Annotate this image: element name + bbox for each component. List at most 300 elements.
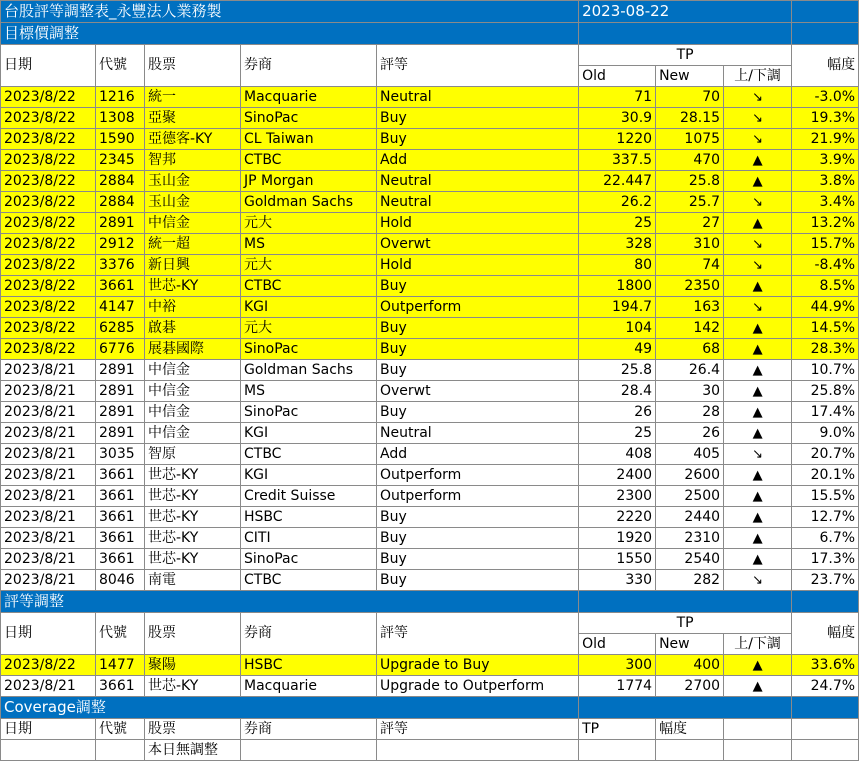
table-row <box>1 549 859 570</box>
cell-broker: CITI <box>241 528 377 549</box>
section-blank-cell <box>792 591 859 613</box>
cell-stock: 玉山金 <box>145 192 241 213</box>
cell-broker: HSBC <box>241 507 377 528</box>
cell-change: 17.3% <box>792 549 859 570</box>
table-row <box>1 444 859 465</box>
cell-broker: Macquarie <box>241 87 377 108</box>
table-row <box>1 507 859 528</box>
down-arrow-icon: ↘ <box>724 255 792 276</box>
header-direction: 上/下調 <box>724 66 792 87</box>
cell-tp-new: 26 <box>656 423 724 444</box>
blank-cell <box>792 740 859 761</box>
cell-rating: Neutral <box>377 87 579 108</box>
header-change: 幅度 <box>792 45 859 87</box>
up-arrow-icon: ▲ <box>724 507 792 528</box>
cell-tp-new: 400 <box>656 655 724 676</box>
cell-code: 2884 <box>96 171 145 192</box>
cell-date: 2023/8/22 <box>1 171 96 192</box>
cell-rating: Buy <box>377 129 579 150</box>
cell-stock: 南電 <box>145 570 241 591</box>
cell-stock: 世芯-KY <box>145 549 241 570</box>
header-code: 代號 <box>96 45 145 87</box>
header-tp: TP <box>579 45 792 66</box>
header-rating: 評等 <box>377 45 579 87</box>
up-arrow-icon: ▲ <box>724 465 792 486</box>
table-row <box>1 108 859 129</box>
no-adjustment-note: 本日無調整 <box>145 740 241 761</box>
cell-change: 20.7% <box>792 444 859 465</box>
header-stock: 股票 <box>145 613 241 655</box>
table-row <box>1 402 859 423</box>
cell-broker: CTBC <box>241 444 377 465</box>
cell-change: 20.1% <box>792 465 859 486</box>
cell-broker: MS <box>241 381 377 402</box>
table-row <box>1 171 859 192</box>
cell-code: 1308 <box>96 108 145 129</box>
cell-date: 2023/8/22 <box>1 339 96 360</box>
cell-broker: CL Taiwan <box>241 129 377 150</box>
rating-section-row <box>1 591 859 613</box>
section-blank-cell <box>579 591 792 613</box>
section-title: Coverage調整 <box>1 697 579 719</box>
cell-rating: Overwt <box>377 234 579 255</box>
table-row <box>1 213 859 234</box>
cell-change: 15.7% <box>792 234 859 255</box>
rating-header-row-1 <box>1 613 859 634</box>
cell-date: 2023/8/22 <box>1 150 96 171</box>
cell-tp-new: 405 <box>656 444 724 465</box>
cell-code: 8046 <box>96 570 145 591</box>
cell-code: 4147 <box>96 297 145 318</box>
cell-stock: 世芯-KY <box>145 486 241 507</box>
cell-broker: 元大 <box>241 255 377 276</box>
cell-stock: 聚陽 <box>145 655 241 676</box>
cell-code: 2891 <box>96 423 145 444</box>
cell-change: -3.0% <box>792 87 859 108</box>
cell-change: 3.8% <box>792 171 859 192</box>
cell-tp-old: 1220 <box>579 129 656 150</box>
blank-cell <box>241 740 377 761</box>
coverage-note-row <box>1 740 859 761</box>
cell-broker: KGI <box>241 423 377 444</box>
cell-code: 3376 <box>96 255 145 276</box>
cell-stock: 展碁國際 <box>145 339 241 360</box>
cell-tp-old: 337.5 <box>579 150 656 171</box>
cell-code: 2891 <box>96 213 145 234</box>
cell-date: 2023/8/21 <box>1 465 96 486</box>
title-blank-cell <box>792 1 859 23</box>
section-title: 目標價調整 <box>1 23 579 45</box>
up-arrow-icon: ▲ <box>724 676 792 697</box>
cell-rating: Buy <box>377 507 579 528</box>
coverage-section-row <box>1 697 859 719</box>
cell-change: 23.7% <box>792 570 859 591</box>
header-change: 幅度 <box>656 719 724 740</box>
blank-cell <box>792 719 859 740</box>
cell-code: 3661 <box>96 465 145 486</box>
cell-change: 21.9% <box>792 129 859 150</box>
cell-change: 6.7% <box>792 528 859 549</box>
cell-code: 1216 <box>96 87 145 108</box>
cell-tp-new: 2440 <box>656 507 724 528</box>
cell-stock: 新日興 <box>145 255 241 276</box>
down-arrow-icon: ↘ <box>724 570 792 591</box>
cell-code: 2912 <box>96 234 145 255</box>
cell-rating: Add <box>377 150 579 171</box>
table-row <box>1 423 859 444</box>
cell-date: 2023/8/22 <box>1 655 96 676</box>
cell-tp-new: 27 <box>656 213 724 234</box>
cell-change: 28.3% <box>792 339 859 360</box>
header-old: Old <box>579 634 656 655</box>
cell-date: 2023/8/21 <box>1 402 96 423</box>
header-broker: 券商 <box>241 719 377 740</box>
cell-tp-old: 1774 <box>579 676 656 697</box>
table-row <box>1 465 859 486</box>
up-arrow-icon: ▲ <box>724 150 792 171</box>
cell-code: 3661 <box>96 486 145 507</box>
cell-tp-new: 30 <box>656 381 724 402</box>
table-row <box>1 655 859 676</box>
cell-tp-old: 26 <box>579 402 656 423</box>
cell-change: 17.4% <box>792 402 859 423</box>
cell-date: 2023/8/22 <box>1 108 96 129</box>
cell-tp-new: 282 <box>656 570 724 591</box>
cell-tp-old: 25 <box>579 423 656 444</box>
header-date: 日期 <box>1 613 96 655</box>
cell-broker: Credit Suisse <box>241 486 377 507</box>
cell-code: 3661 <box>96 507 145 528</box>
header-date: 日期 <box>1 719 96 740</box>
cell-broker: SinoPac <box>241 549 377 570</box>
cell-tp-new: 2350 <box>656 276 724 297</box>
cell-rating: Buy <box>377 528 579 549</box>
cell-date: 2023/8/22 <box>1 255 96 276</box>
section-blank-cell <box>579 697 792 719</box>
cell-rating: Buy <box>377 402 579 423</box>
section-blank-cell <box>579 23 792 45</box>
cell-date: 2023/8/22 <box>1 318 96 339</box>
cell-rating: Buy <box>377 108 579 129</box>
cell-tp-new: 142 <box>656 318 724 339</box>
cell-tp-new: 28 <box>656 402 724 423</box>
down-arrow-icon: ↘ <box>724 192 792 213</box>
header-code: 代號 <box>96 719 145 740</box>
table-row <box>1 150 859 171</box>
cell-code: 2891 <box>96 402 145 423</box>
cell-tp-old: 330 <box>579 570 656 591</box>
cell-rating: Hold <box>377 213 579 234</box>
cell-rating: Buy <box>377 549 579 570</box>
cell-change: 12.7% <box>792 507 859 528</box>
cell-broker: SinoPac <box>241 339 377 360</box>
section-blank-cell <box>792 23 859 45</box>
cell-code: 2891 <box>96 360 145 381</box>
cell-code: 1477 <box>96 655 145 676</box>
table-row <box>1 339 859 360</box>
cell-stock: 中裕 <box>145 297 241 318</box>
table-row <box>1 528 859 549</box>
up-arrow-icon: ▲ <box>724 381 792 402</box>
cell-rating: Hold <box>377 255 579 276</box>
cell-rating: Buy <box>377 276 579 297</box>
cell-stock: 中信金 <box>145 423 241 444</box>
header-stock: 股票 <box>145 45 241 87</box>
down-arrow-icon: ↘ <box>724 297 792 318</box>
cell-date: 2023/8/21 <box>1 570 96 591</box>
cell-change: 3.4% <box>792 192 859 213</box>
report-title: 台股評等調整表_永豐法人業務製 <box>1 1 579 23</box>
cell-broker: MS <box>241 234 377 255</box>
cell-stock: 玉山金 <box>145 171 241 192</box>
header-stock: 股票 <box>145 719 241 740</box>
blank-cell <box>724 740 792 761</box>
header-change: 幅度 <box>792 613 859 655</box>
cell-tp-new: 1075 <box>656 129 724 150</box>
header-old: Old <box>579 66 656 87</box>
cell-change: 44.9% <box>792 297 859 318</box>
cell-tp-old: 104 <box>579 318 656 339</box>
cell-broker: CTBC <box>241 150 377 171</box>
cell-code: 2345 <box>96 150 145 171</box>
cell-rating: Overwt <box>377 381 579 402</box>
down-arrow-icon: ↘ <box>724 87 792 108</box>
cell-date: 2023/8/21 <box>1 549 96 570</box>
cell-change: 3.9% <box>792 150 859 171</box>
table-row <box>1 360 859 381</box>
blank-cell <box>724 719 792 740</box>
cell-broker: HSBC <box>241 655 377 676</box>
cell-code: 3661 <box>96 276 145 297</box>
cell-stock: 中信金 <box>145 360 241 381</box>
table-row <box>1 381 859 402</box>
cell-tp-old: 408 <box>579 444 656 465</box>
cell-tp-old: 2400 <box>579 465 656 486</box>
cell-broker: SinoPac <box>241 108 377 129</box>
cell-rating: Neutral <box>377 192 579 213</box>
cell-tp-old: 80 <box>579 255 656 276</box>
blank-cell <box>96 740 145 761</box>
up-arrow-icon: ▲ <box>724 528 792 549</box>
cell-date: 2023/8/21 <box>1 360 96 381</box>
cell-rating: Upgrade to Buy <box>377 655 579 676</box>
cell-stock: 世芯-KY <box>145 676 241 697</box>
cell-tp-new: 2500 <box>656 486 724 507</box>
up-arrow-icon: ▲ <box>724 486 792 507</box>
cell-date: 2023/8/21 <box>1 676 96 697</box>
cell-rating: Outperform <box>377 465 579 486</box>
cell-change: -8.4% <box>792 255 859 276</box>
cell-stock: 世芯-KY <box>145 465 241 486</box>
down-arrow-icon: ↘ <box>724 234 792 255</box>
cell-change: 13.2% <box>792 213 859 234</box>
cell-rating: Neutral <box>377 423 579 444</box>
cell-rating: Add <box>377 444 579 465</box>
cell-tp-old: 328 <box>579 234 656 255</box>
cell-broker: Goldman Sachs <box>241 192 377 213</box>
cell-change: 19.3% <box>792 108 859 129</box>
cell-tp-new: 26.4 <box>656 360 724 381</box>
blank-cell <box>1 740 96 761</box>
cell-rating: Outperform <box>377 486 579 507</box>
cell-broker: SinoPac <box>241 402 377 423</box>
cell-date: 2023/8/21 <box>1 444 96 465</box>
cell-change: 24.7% <box>792 676 859 697</box>
table-row <box>1 297 859 318</box>
cell-tp-new: 310 <box>656 234 724 255</box>
cell-date: 2023/8/22 <box>1 87 96 108</box>
header-rating: 評等 <box>377 613 579 655</box>
cell-tp-new: 74 <box>656 255 724 276</box>
up-arrow-icon: ▲ <box>724 549 792 570</box>
cell-stock: 世芯-KY <box>145 276 241 297</box>
cell-tp-new: 163 <box>656 297 724 318</box>
cell-stock: 中信金 <box>145 213 241 234</box>
cell-change: 8.5% <box>792 276 859 297</box>
cell-tp-old: 71 <box>579 87 656 108</box>
cell-tp-old: 49 <box>579 339 656 360</box>
cell-code: 2884 <box>96 192 145 213</box>
cell-broker: CTBC <box>241 276 377 297</box>
cell-code: 3661 <box>96 528 145 549</box>
cell-tp-old: 26.2 <box>579 192 656 213</box>
table-row <box>1 192 859 213</box>
cell-stock: 世芯-KY <box>145 528 241 549</box>
cell-tp-old: 25 <box>579 213 656 234</box>
up-arrow-icon: ▲ <box>724 276 792 297</box>
header-date: 日期 <box>1 45 96 87</box>
up-arrow-icon: ▲ <box>724 360 792 381</box>
cell-change: 25.8% <box>792 381 859 402</box>
up-arrow-icon: ▲ <box>724 171 792 192</box>
table-row <box>1 234 859 255</box>
cell-tp-old: 194.7 <box>579 297 656 318</box>
header-tp: TP <box>579 613 792 634</box>
cell-broker: 元大 <box>241 318 377 339</box>
cell-stock: 亞德客-KY <box>145 129 241 150</box>
header-rating: 評等 <box>377 719 579 740</box>
header-broker: 券商 <box>241 613 377 655</box>
cell-tp-new: 28.15 <box>656 108 724 129</box>
cell-tp-old: 25.8 <box>579 360 656 381</box>
up-arrow-icon: ▲ <box>724 655 792 676</box>
cell-broker: KGI <box>241 297 377 318</box>
down-arrow-icon: ↘ <box>724 108 792 129</box>
cell-date: 2023/8/22 <box>1 234 96 255</box>
table-row <box>1 676 859 697</box>
down-arrow-icon: ↘ <box>724 444 792 465</box>
cell-tp-new: 470 <box>656 150 724 171</box>
cell-code: 2891 <box>96 381 145 402</box>
up-arrow-icon: ▲ <box>724 339 792 360</box>
cell-stock: 中信金 <box>145 381 241 402</box>
cell-tp-old: 22.447 <box>579 171 656 192</box>
cell-code: 3661 <box>96 676 145 697</box>
cell-broker: JP Morgan <box>241 171 377 192</box>
cell-stock: 智原 <box>145 444 241 465</box>
down-arrow-icon: ↘ <box>724 129 792 150</box>
cell-tp-old: 300 <box>579 655 656 676</box>
cell-tp-new: 2310 <box>656 528 724 549</box>
cell-change: 10.7% <box>792 360 859 381</box>
cell-rating: Buy <box>377 339 579 360</box>
cell-rating: Neutral <box>377 171 579 192</box>
cell-tp-new: 2600 <box>656 465 724 486</box>
cell-tp-old: 2300 <box>579 486 656 507</box>
up-arrow-icon: ▲ <box>724 402 792 423</box>
blank-cell <box>656 740 724 761</box>
cell-change: 14.5% <box>792 318 859 339</box>
cell-broker: KGI <box>241 465 377 486</box>
cell-date: 2023/8/21 <box>1 423 96 444</box>
up-arrow-icon: ▲ <box>724 423 792 444</box>
cell-tp-old: 2220 <box>579 507 656 528</box>
cell-date: 2023/8/22 <box>1 276 96 297</box>
cell-code: 3661 <box>96 549 145 570</box>
cell-stock: 智邦 <box>145 150 241 171</box>
table-row <box>1 318 859 339</box>
up-arrow-icon: ▲ <box>724 213 792 234</box>
header-tp: TP <box>579 719 656 740</box>
cell-tp-new: 2540 <box>656 549 724 570</box>
table-row <box>1 255 859 276</box>
cell-broker: CTBC <box>241 570 377 591</box>
table-row <box>1 570 859 591</box>
cell-change: 9.0% <box>792 423 859 444</box>
section-blank-cell <box>792 697 859 719</box>
header-broker: 券商 <box>241 45 377 87</box>
cell-tp-new: 25.8 <box>656 171 724 192</box>
cell-date: 2023/8/21 <box>1 507 96 528</box>
cell-code: 3035 <box>96 444 145 465</box>
cell-stock: 亞聚 <box>145 108 241 129</box>
table-row <box>1 87 859 108</box>
cell-change: 33.6% <box>792 655 859 676</box>
cell-rating: Upgrade to Outperform <box>377 676 579 697</box>
cell-date: 2023/8/22 <box>1 297 96 318</box>
cell-date: 2023/8/22 <box>1 129 96 150</box>
header-new: New <box>656 634 724 655</box>
cell-rating: Buy <box>377 360 579 381</box>
cell-tp-old: 1550 <box>579 549 656 570</box>
cell-rating: Buy <box>377 318 579 339</box>
table-row <box>1 486 859 507</box>
table-row <box>1 276 859 297</box>
header-new: New <box>656 66 724 87</box>
cell-date: 2023/8/22 <box>1 213 96 234</box>
coverage-header-row <box>1 719 859 740</box>
cell-tp-new: 25.7 <box>656 192 724 213</box>
cell-rating: Buy <box>377 570 579 591</box>
cell-code: 6285 <box>96 318 145 339</box>
table-row <box>1 129 859 150</box>
title-row <box>1 1 859 23</box>
cell-stock: 統一超 <box>145 234 241 255</box>
cell-tp-old: 1920 <box>579 528 656 549</box>
blank-cell <box>579 740 656 761</box>
blank-cell <box>377 740 579 761</box>
target-header-row-1 <box>1 45 859 66</box>
cell-broker: Goldman Sachs <box>241 360 377 381</box>
cell-code: 6776 <box>96 339 145 360</box>
cell-rating: Outperform <box>377 297 579 318</box>
cell-date: 2023/8/21 <box>1 528 96 549</box>
cell-stock: 統一 <box>145 87 241 108</box>
cell-stock: 啟碁 <box>145 318 241 339</box>
section-title: 評等調整 <box>1 591 579 613</box>
cell-tp-old: 1800 <box>579 276 656 297</box>
cell-broker: Macquarie <box>241 676 377 697</box>
